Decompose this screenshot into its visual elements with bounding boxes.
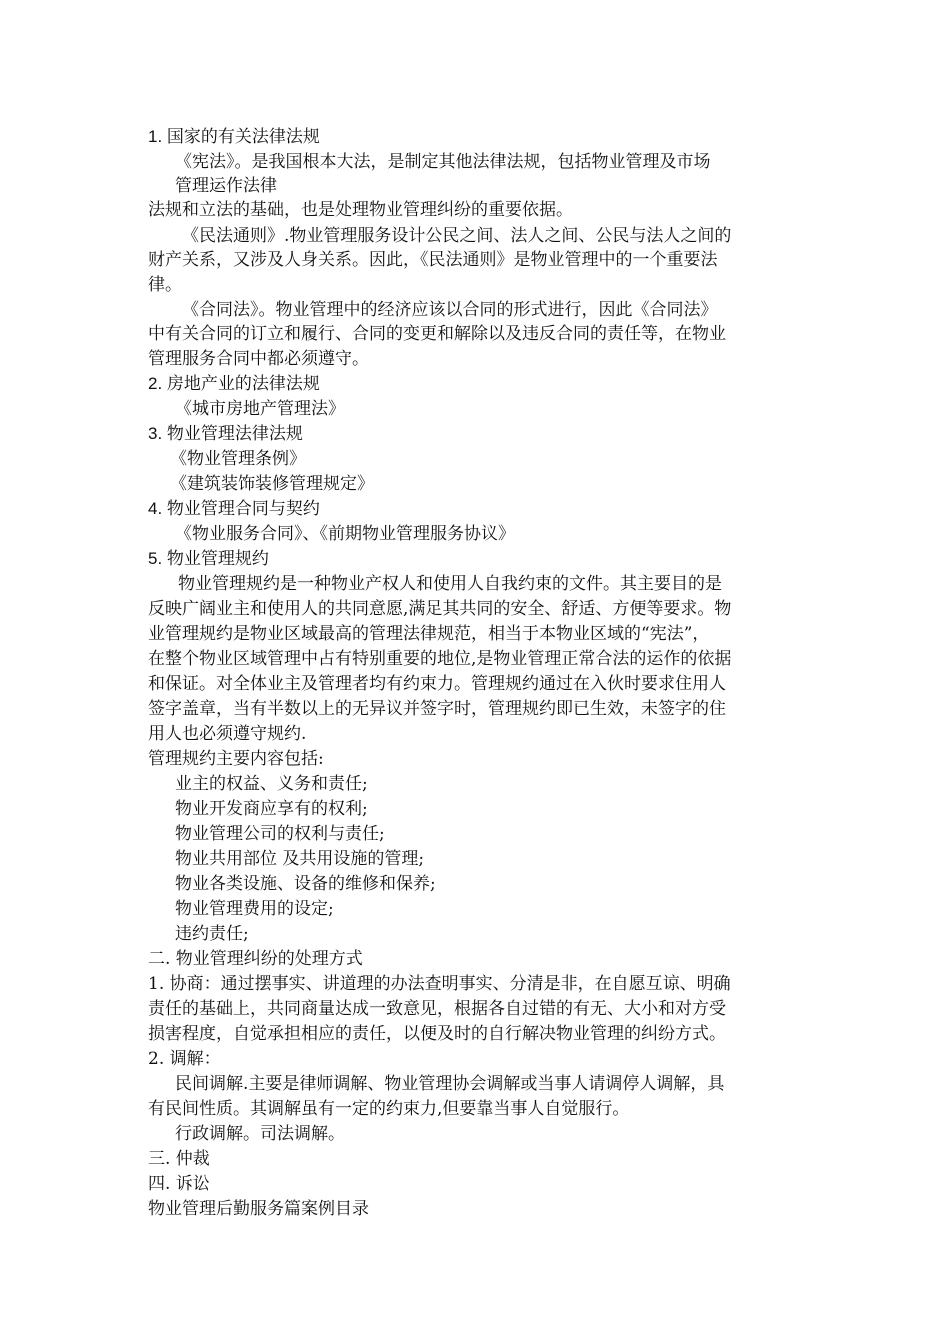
paragraph-line: 《建筑装饰装修管理规定》: [170, 474, 374, 494]
paragraph-line: 物业管理规约是一种物业产权人和使用人自我约束的文件。其主要目的是: [178, 574, 722, 594]
paragraph-line: 行政调解。司法调解。: [175, 1124, 345, 1144]
section-heading-1: 1. 国家的有关法律法规: [148, 127, 320, 146]
paragraph-line: 在整个物业区域管理中占有特别重要的地位,是物业管理正常合法的运作的依据: [148, 649, 732, 669]
section-heading-4: 4. 物业管理合同与契约: [148, 499, 320, 518]
paragraph-line: 和保证。对全体业主及管理者均有约束力。管理规约通过在入伙时要求住用人: [148, 674, 726, 694]
paragraph-line: 管理规约主要内容包括:: [148, 749, 324, 769]
paragraph-line: 签字盖章，当有半数以上的无异议并签字时，管理规约即已生效，未签字的住: [148, 699, 726, 719]
list-item: 业主的权益、义务和责任;: [175, 774, 368, 794]
paragraph-line: 财产关系，又涉及人身关系。因此，《民法通则》是物业管理中的一个重要法: [148, 250, 718, 270]
paragraph-line: 业管理规约是物业区域最高的管理法律规范，相当于本物业区域的“宪法”，: [148, 624, 710, 644]
paragraph-line: 《民法通则》.物业管理服务设计公民之间、法人之间、公民与法人之间的: [182, 226, 732, 246]
paragraph-line: 2. 调解：: [148, 1049, 221, 1069]
paragraph-line: 《宪法》。是我国根本大法，是制定其他法律法规，包括物业管理及市场: [175, 152, 711, 172]
paragraph-line: 《城市房地产管理法》: [175, 399, 345, 419]
list-item: 物业管理公司的权利与责任;: [175, 824, 385, 844]
closing-title: 物业管理后勤服务篇案例目录: [148, 1199, 369, 1219]
paragraph-line: 1. 协商：通过摆事实、讲道理的办法查明事实、分清是非，在自愿互谅、明确: [148, 974, 731, 994]
list-item: 物业开发商应享有的权利;: [175, 799, 368, 819]
section-heading-3: 3. 物业管理法律法规: [148, 424, 303, 443]
section-heading-2: 2. 房地产业的法律法规: [148, 374, 320, 393]
list-item: 违约责任;: [175, 924, 249, 944]
paragraph-line: 法规和立法的基础，也是处理物业管理纠纷的重要依据。: [148, 200, 573, 220]
paragraph-line: 《物业服务合同》、《前期物业管理服务协议》: [175, 524, 515, 544]
paragraph-line: 《合同法》。物业管理中的经济应该以合同的形式进行，因此《合同法》: [182, 300, 718, 320]
paragraph-line: 损害程度，自觉承担相应的责任，以便及时的自行解决物业管理的纠纷方式。: [148, 1024, 726, 1044]
section-heading-er: 二. 物业管理纠纷的处理方式: [148, 949, 363, 969]
paragraph-line: 律。: [148, 275, 182, 295]
paragraph-line: 管理运作法律: [175, 176, 277, 196]
paragraph-line: 管理服务合同中都必须遵守。: [148, 349, 369, 369]
paragraph-line: 民间调解.主要是律师调解、物业管理协会调解或当事人请调停人调解，具: [175, 1074, 725, 1094]
list-item: 物业共用部位 及共用设施的管理;: [175, 849, 425, 869]
list-item: 物业管理费用的设定;: [175, 899, 334, 919]
list-item: 物业各类设施、设备的维修和保养;: [175, 874, 436, 894]
section-heading-san: 三. 仲裁: [148, 1149, 210, 1169]
paragraph-line: 《物业管理条例》: [170, 449, 306, 469]
paragraph-line: 有民间性质。其调解虽有一定的约束力,但要靠当事人自觉服行。: [148, 1099, 630, 1119]
paragraph-line: 用人也必须遵守规约.: [148, 724, 307, 744]
section-heading-si: 四. 诉讼: [148, 1174, 210, 1194]
paragraph-line: 中有关合同的订立和履行、合同的变更和解除以及违反合同的责任等，在物业: [148, 324, 726, 344]
paragraph-line: 责任的基础上，共同商量达成一致意见，根据各自过错的有无、大小和对方受: [148, 999, 726, 1019]
paragraph-line: 反映广阔业主和使用人的共同意愿,满足其共同的安全、舒适、方便等要求。物: [148, 599, 732, 619]
section-heading-5: 5. 物业管理规约: [148, 549, 269, 568]
